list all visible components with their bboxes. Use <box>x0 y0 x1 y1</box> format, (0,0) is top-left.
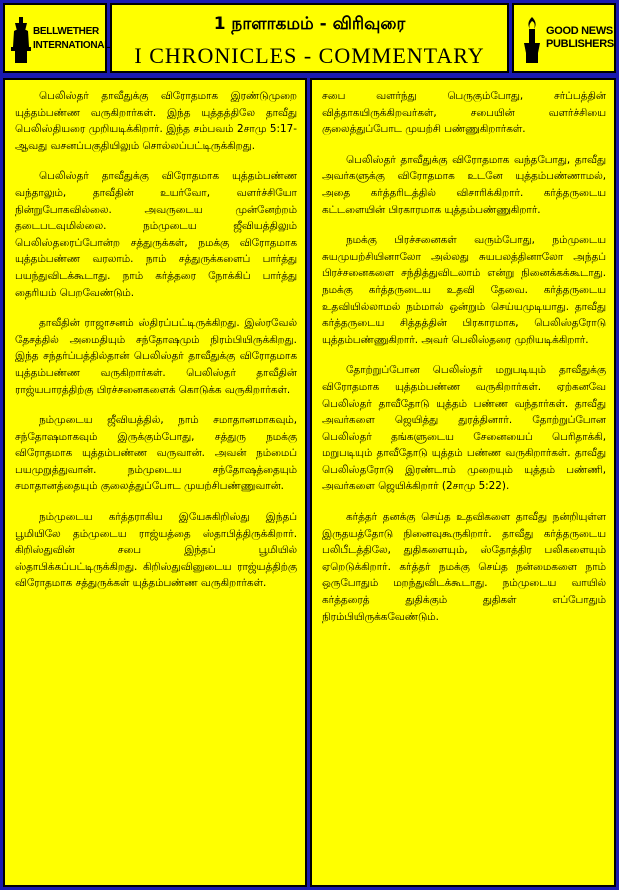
paragraph: பெலிஸ்தர் தாவீதுக்கு விரோதமாக யுத்தம்பண்ண வந்தாலும், தாவீதின் உயர்வோ, வளர்ச்சியோ நின்றுபோகவில்லை. அவருடைய முன்னேற்றம் தடைபடவுமில்லை. நம்முடைய ஜீவியத்திலும் பெலிஸ்தரைப்போன்ற சத்துருக்கள், நமக்கு விரோதமாக யுத்தம்பண்ண வரலாம். நாம் சத்துருக்களைப் பார்த்து பயந்துவிடக்கூடாது. நாம் கர்த்தரை நோக்கிப் பார்த்து தைரியம் பெறவேண்டும். <box>15 170 297 299</box>
bellwether-logo-panel <box>3 3 111 73</box>
torch-hand-icon <box>520 17 544 63</box>
bell-tower-icon <box>11 17 31 63</box>
left-text-column <box>3 78 307 887</box>
paragraph: நமக்கு பிரச்சனைகள் வரும்போது, நம்முடைய சுயமுயற்சியினாலோ அல்லது சுயபலத்தினாலோ அந்தப் பிரச்சனைகளை சந்தித்துவிடலாம் என்று நினைக்கக்கூடாது. நமக்கு கர்த்தருடைய உதவி தேவை. கர்த்தருடைய உதவியில்லாமல் நம்மால் ஒன்றும் செய்யமுடியாது. தாவீது கர்த்தருடைய சித்தத்தின் பிரகாரமாக, பெலிஸ்தரோடு யுத்தம்பண்ணுகிறார். அவர் பெலிஸ்தரை முறியடிக்கிறார். <box>322 234 606 346</box>
paragraph: தோற்றுப்போன பெலிஸ்தர் மறுபடியும் தாவீதுக்கு விரோதமாக யுத்தம்பண்ண வருகிறார்கள். ஏற்கனவே பெலிஸ்தர் தாவீதோடு யுத்தம் பண்ண வந்தார்கள். தாவீது அவர்களை ஜெயித்து துரத்தினார். தோற்றுப்போன பெலிஸ்தர் தங்களுடைய சேனையைப் பெரிதாக்கி, மறுபடியும் தாவீதோடு யுத்தம் பண்ண வருகிறார்கள். தாவீது பெலிஸ்தரோடு இரண்டாம் முறையும் யுத்தம் பண்ணி, அவர்களை ஜெயிக்கிறார் (2சாமு 5:22). <box>322 364 606 493</box>
good-news-logo-line1: GOOD NEWS <box>546 25 613 37</box>
paragraph: கர்த்தர் தனக்கு செய்த உதவிகளை தாவீது நன்றியுள்ள இருதயத்தோடு நினைவுகூருகிறார். தாவீது கர்த்தருடைய பலிபீடத்திலே, துதிகளையும், ஸ்தோத்திர பலிகளையும் ஏறெடுக்கிறார். கர்த்தர் நமக்கு செய்த நன்மைகளை நாம் ஒருபோதும் மறந்துவிடக்கூடாது. நம்முடைய வாயில் கர்த்தரைத் துதிக்கும் துதிகள் எப்போதும் நிரம்பியிருக்கவேண்டும். <box>322 511 606 623</box>
title-panel <box>110 3 509 73</box>
paragraph: நம்முடைய கர்த்தராகிய இயேசுகிறிஸ்து இந்தப் பூமியிலே தம்முடைய ராஜ்யத்தை ஸ்தாபித்திருக்கிறார். கிறிஸ்துவின் சபை இந்தப் பூமியில் ஸ்தாபிக்கப்பட்டிருக்கிறது. கிறிஸ்துவினுடைய ராஜ்யத்திற்கு விரோதமாக சத்துருக்கள் யுத்தம்பண்ண வருகிறார்கள். <box>15 511 297 590</box>
right-text-column <box>310 78 616 887</box>
paragraph: பெலிஸ்தர் தாவீதுக்கு விரோதமாக வந்தபோது, தாவீது அவர்களுக்கு விரோதமாக உடனே யுத்தம்பண்ணாமல், அதை கர்த்தரிடத்தில் விசாரிக்கிறார். கர்த்தருடைய கட்டளையின் பிரகாரமாக யுத்தம்பண்ணுகிறார். <box>322 153 606 216</box>
paragraph: தாவீதின் ராஜாசனம் ஸ்திரப்பட்டிருக்கிறது. இஸ்ரவேல் தேசத்தில் அமைதியும் சந்தோஷமும் நிரம்பியிருக்கிறது. இந்த சந்தர்ப்பத்தில்தான் பெலிஸ்தர் தாவீதுக்கு விரோதமாக யுத்தம்பண்ண வருகிறார்கள். பெலிஸ்தர் தாவீதின் ராஜ்யபாரத்திற்கு பிரச்சனைகளைக் கொடுக்க வருகிறார்கள். <box>15 317 297 396</box>
bellwether-logo-line1: BELLWETHER <box>33 26 99 37</box>
page-title-english: I CHRONICLES - COMMENTARY <box>134 43 485 68</box>
paragraph: நம்முடைய ஜீவியத்தில், நாம் சமாதானமாகவும், சந்தோஷமாகவும் இருக்கும்போது, சத்துரு நமக்கு விரோதமாக யுத்தம்பண்ண வருவான். அவன் நம்மைப் பயமுறுத்துவான். நம்முடைய சந்தோஷத்தையும் சமாதானத்தையும் குலைத்துப்போட முயற்சிபண்ணுவான். <box>15 414 297 493</box>
good-news-logo-line2: PUBLISHERS <box>546 38 614 50</box>
good-news-publishers-logo <box>520 17 612 65</box>
paragraph: சபை வளர்ந்து பெருகும்போது, சர்ப்பத்தின் வித்தாகயிருக்கிறவர்கள், சபையின் வளர்ச்சியை குலைத்துப்போட முயற்சி பண்ணுகிறார்கள். <box>322 90 606 136</box>
bellwether-logo-line2: INTERNATIONAL <box>33 40 111 51</box>
page-title-tamil: 1 நாளாகமம் - விரிவுரை <box>213 14 406 34</box>
good-news-logo-panel <box>512 3 616 73</box>
paragraph: பெலிஸ்தர் தாவீதுக்கு விரோதமாக இரண்டுமுறை யுத்தம்பண்ண வருகிறார்கள். இந்த யுத்தத்திலே தாவீது பெலிஸ்தியரை முறியடிக்கிறார். இந்த சம்பவம் 2சாமு 5:17-ஆவது வசனப்பகுதியிலும் சொல்லப்பட்டிருக்கிறது. <box>15 90 297 152</box>
bellwether-logo <box>11 17 111 65</box>
